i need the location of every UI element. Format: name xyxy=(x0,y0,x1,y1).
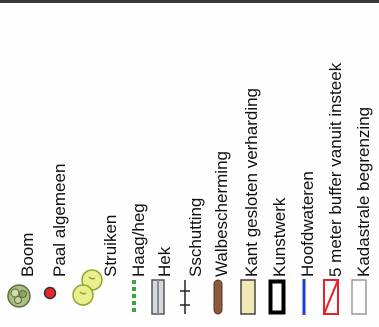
legend-label-boom: Boom xyxy=(18,232,37,277)
bank-protection-icon xyxy=(213,279,223,315)
legend-label-struiken: Struiken xyxy=(101,214,120,277)
legend-label-haag-heg: Haag/heg xyxy=(129,203,148,277)
legend-label-paal-algemeen: Paal algemeen xyxy=(50,163,69,277)
tree-icon xyxy=(4,281,34,311)
pole-icon xyxy=(42,285,58,301)
hedge-icon xyxy=(130,279,138,315)
buffer-zone-icon xyxy=(323,279,339,315)
partition-icon xyxy=(178,279,192,315)
fence-icon xyxy=(151,279,165,315)
legend-label-walbescherming: Walbescherming xyxy=(212,151,231,277)
paved-edge-icon xyxy=(240,279,256,315)
legend-label-hek: Hek xyxy=(155,246,174,277)
legend-label-buffer: 5 meter buffer vanuit insteek xyxy=(326,62,345,277)
legend-label-kunstwerk: Kunstwerk xyxy=(270,197,289,277)
legend-label-kadastrale-begrenzing: Kadastrale begrenzing xyxy=(354,106,373,277)
legend-label-kant-gesloten-verharding: Kant gesloten verharding xyxy=(242,87,261,277)
structure-icon xyxy=(268,279,286,315)
main-water-icon xyxy=(300,279,308,315)
cadastral-boundary-icon xyxy=(351,279,367,315)
legend-label-sschutting: Sschutting xyxy=(186,197,205,277)
legend-label-hoofdwateren: Hoofdwateren xyxy=(298,171,317,277)
